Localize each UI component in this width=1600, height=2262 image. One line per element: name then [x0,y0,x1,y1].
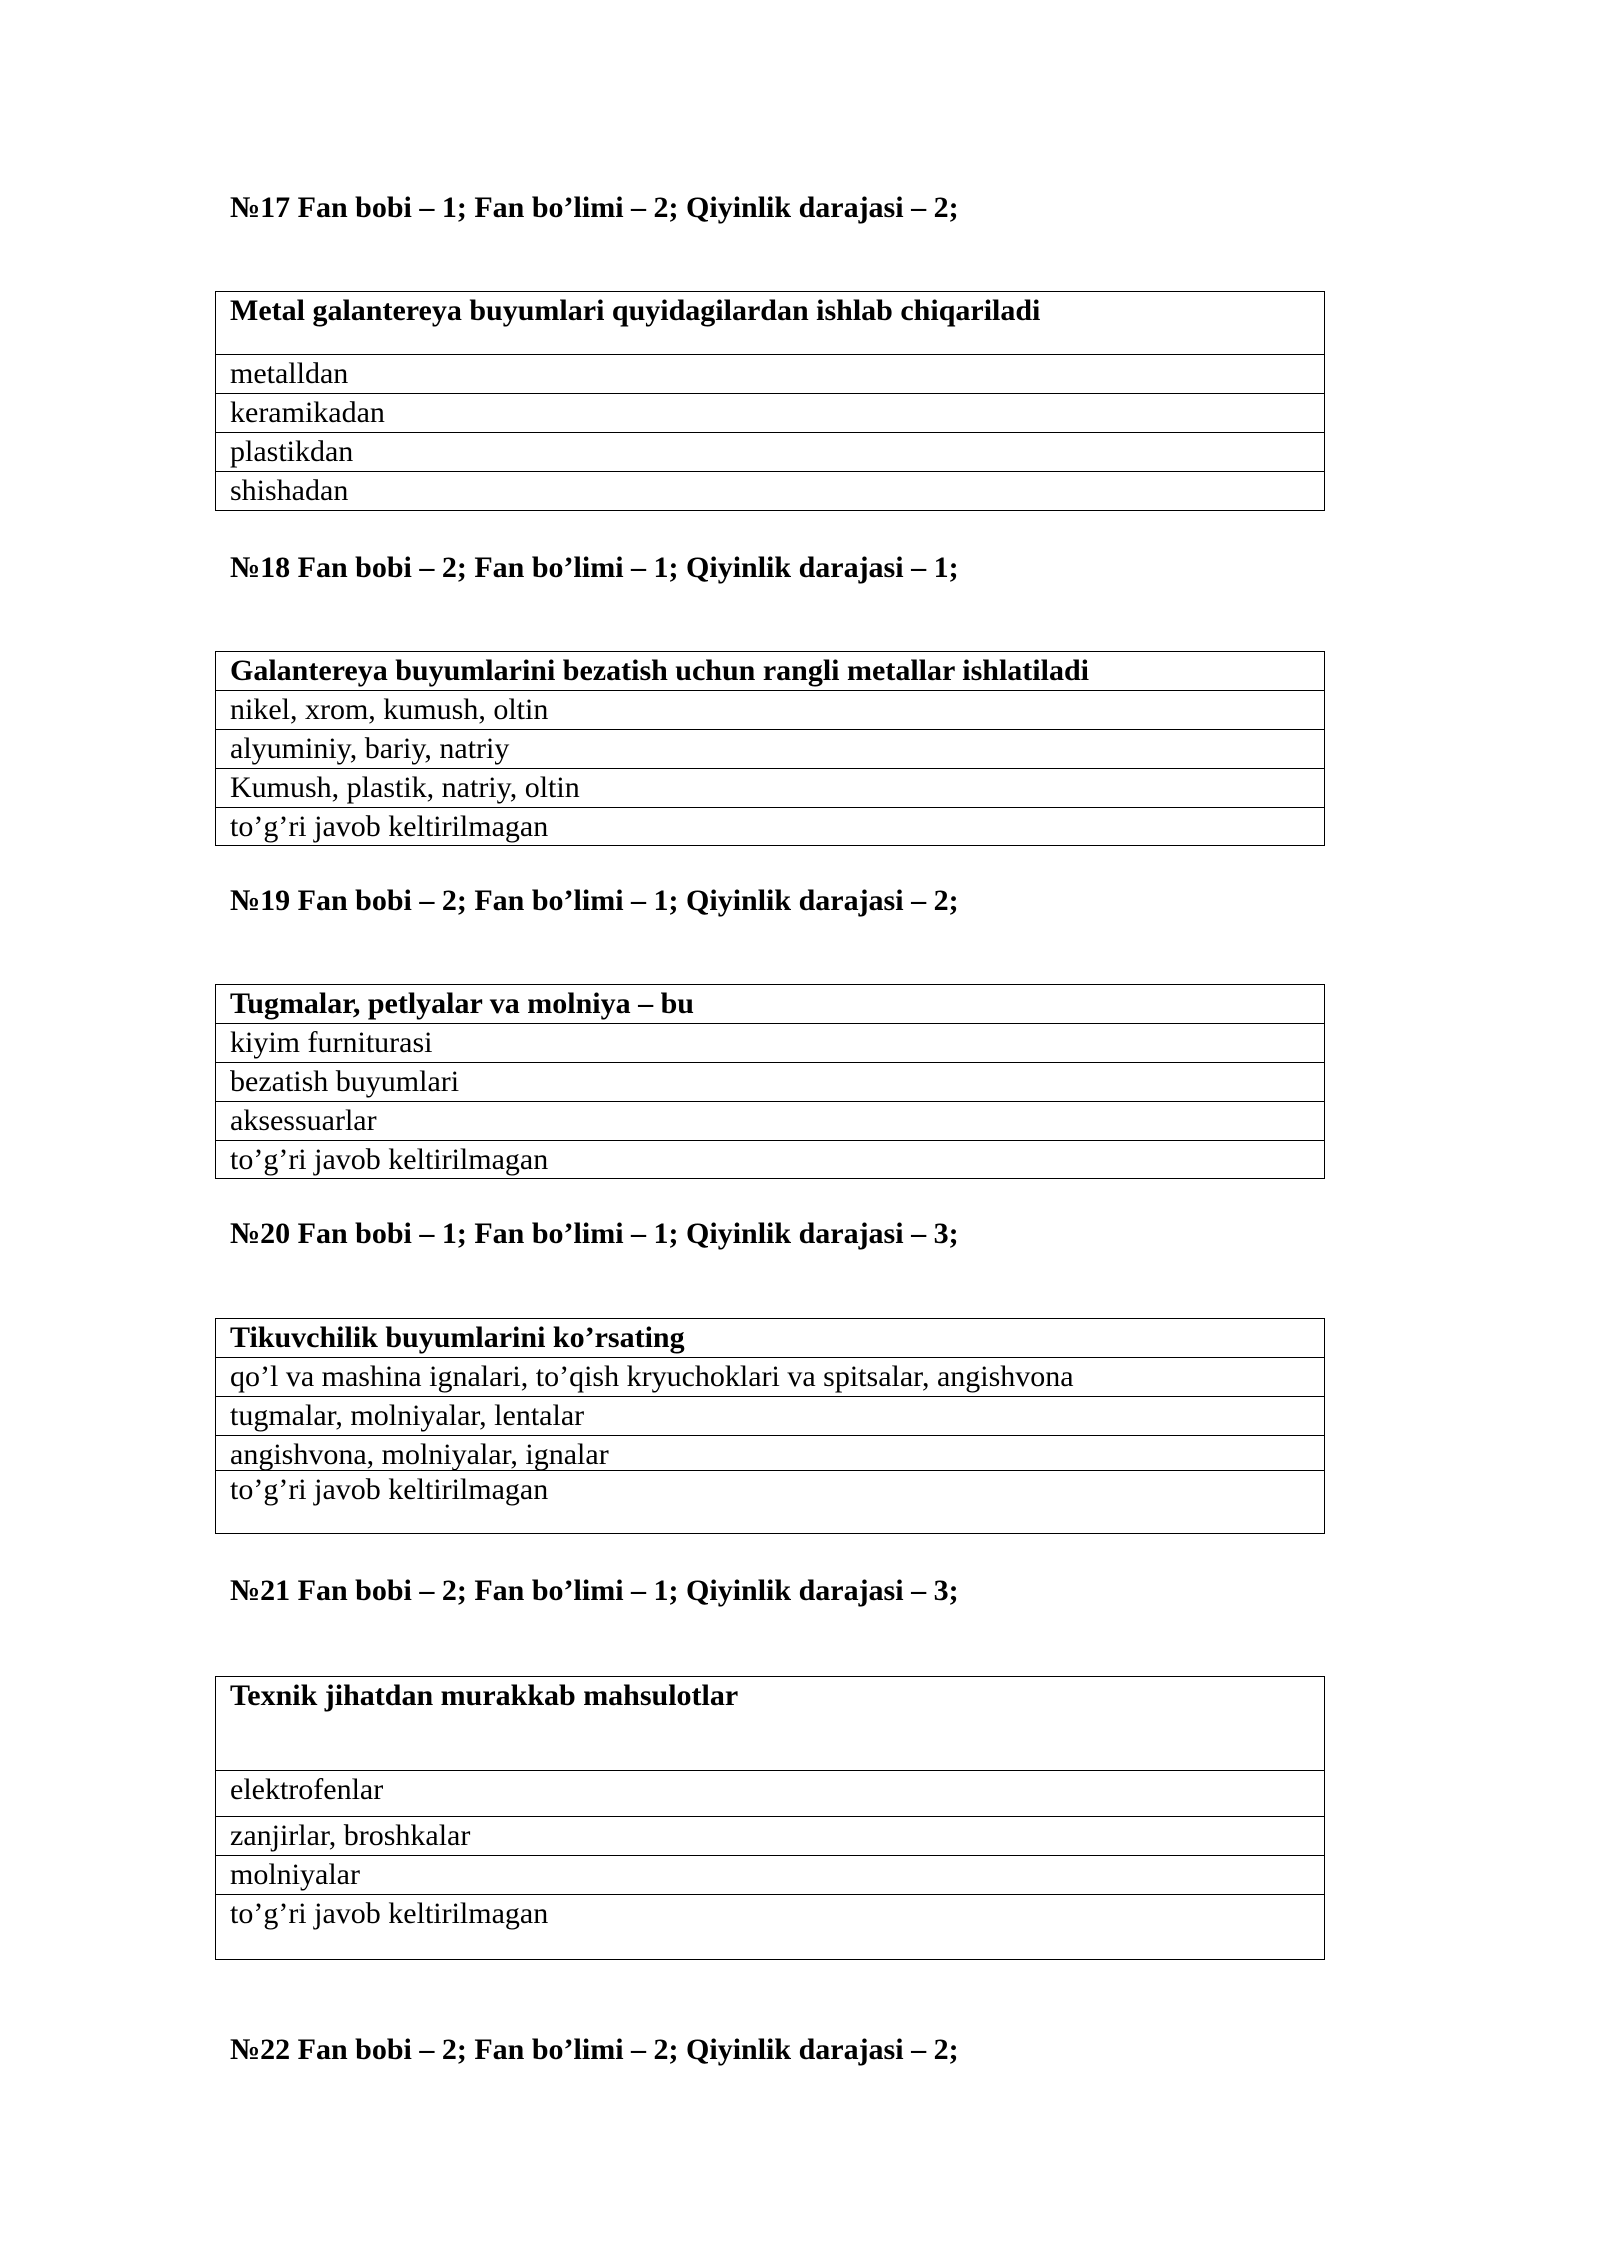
question-18-option-4: to’g’ri javob keltirilmagan [216,807,1324,845]
question-17-option-1: metalldan [216,354,1324,393]
question-17-option-4: shishadan [216,471,1324,510]
question-18-table [215,651,1325,846]
question-18-option-3: Kumush, plastik, natriy, oltin [216,768,1324,807]
question-19-text: Tugmalar, petlyalar va molniya – bu [230,987,694,1020]
question-20-heading: №20 Fan bobi – 1; Fan bo’limi – 1; Qiyinlik darajasi – 3; [230,1217,959,1250]
question-18-heading: №18 Fan bobi – 2; Fan bo’limi – 1; Qiyinlik darajasi – 1; [230,551,959,584]
question-22-heading: №22 Fan bobi – 2; Fan bo’limi – 2; Qiyinlik darajasi – 2; [230,2033,959,2066]
question-21-heading: №21 Fan bobi – 2; Fan bo’limi – 1; Qiyinlik darajasi – 3; [230,1574,959,1607]
question-19-option-1: kiyim furniturasi [216,1023,1324,1062]
question-20-text: Tikuvchilik buyumlarini ko’rsating [230,1321,685,1354]
question-19-heading: №19 Fan bobi – 2; Fan bo’limi – 1; Qiyinlik darajasi – 2; [230,884,959,917]
question-20-table [215,1318,1325,1534]
question-17-option-3: plastikdan [216,432,1324,471]
question-19-option-3: aksessuarlar [216,1101,1324,1140]
question-17-table [215,291,1325,511]
question-21-option-1: elektrofenlar [216,1770,1324,1816]
question-21-text: Texnik jihatdan murakkab mahsulotlar [230,1679,739,1712]
question-21-option-2: zanjirlar, broshkalar [216,1816,1324,1855]
question-19-option-4: to’g’ri javob keltirilmagan [216,1140,1324,1178]
question-18-option-2: alyuminiy, bariy, natriy [216,729,1324,768]
question-17-option-2: keramikadan [216,393,1324,432]
question-17-heading: №17 Fan bobi – 1; Fan bo’limi – 2; Qiyinlik darajasi – 2; [230,191,959,224]
question-21-option-4: to’g’ri javob keltirilmagan [216,1894,1324,1959]
question-21-table [215,1676,1325,1960]
question-19-option-2: bezatish buyumlari [216,1062,1324,1101]
question-21-option-3: molniyalar [216,1855,1324,1894]
question-20-option-2: tugmalar, molniyalar, lentalar [216,1396,1324,1435]
question-20-option-4: to’g’ri javob keltirilmagan [216,1470,1324,1533]
question-18-text: Galantereya buyumlarini bezatish uchun rangli metallar ishlatiladi [230,654,1089,687]
question-18-option-1: nikel, xrom, kumush, oltin [216,690,1324,729]
question-17-text: Metal galantereya buyumlari quyidagilardan ishlab chiqariladi [230,294,1041,327]
question-19-table [215,984,1325,1179]
question-20-option-1: qo’l va mashina ignalari, to’qish kryuchoklari va spitsalar, angishvona [216,1357,1324,1396]
question-20-option-3: angishvona, molniyalar, ignalar [216,1435,1324,1470]
